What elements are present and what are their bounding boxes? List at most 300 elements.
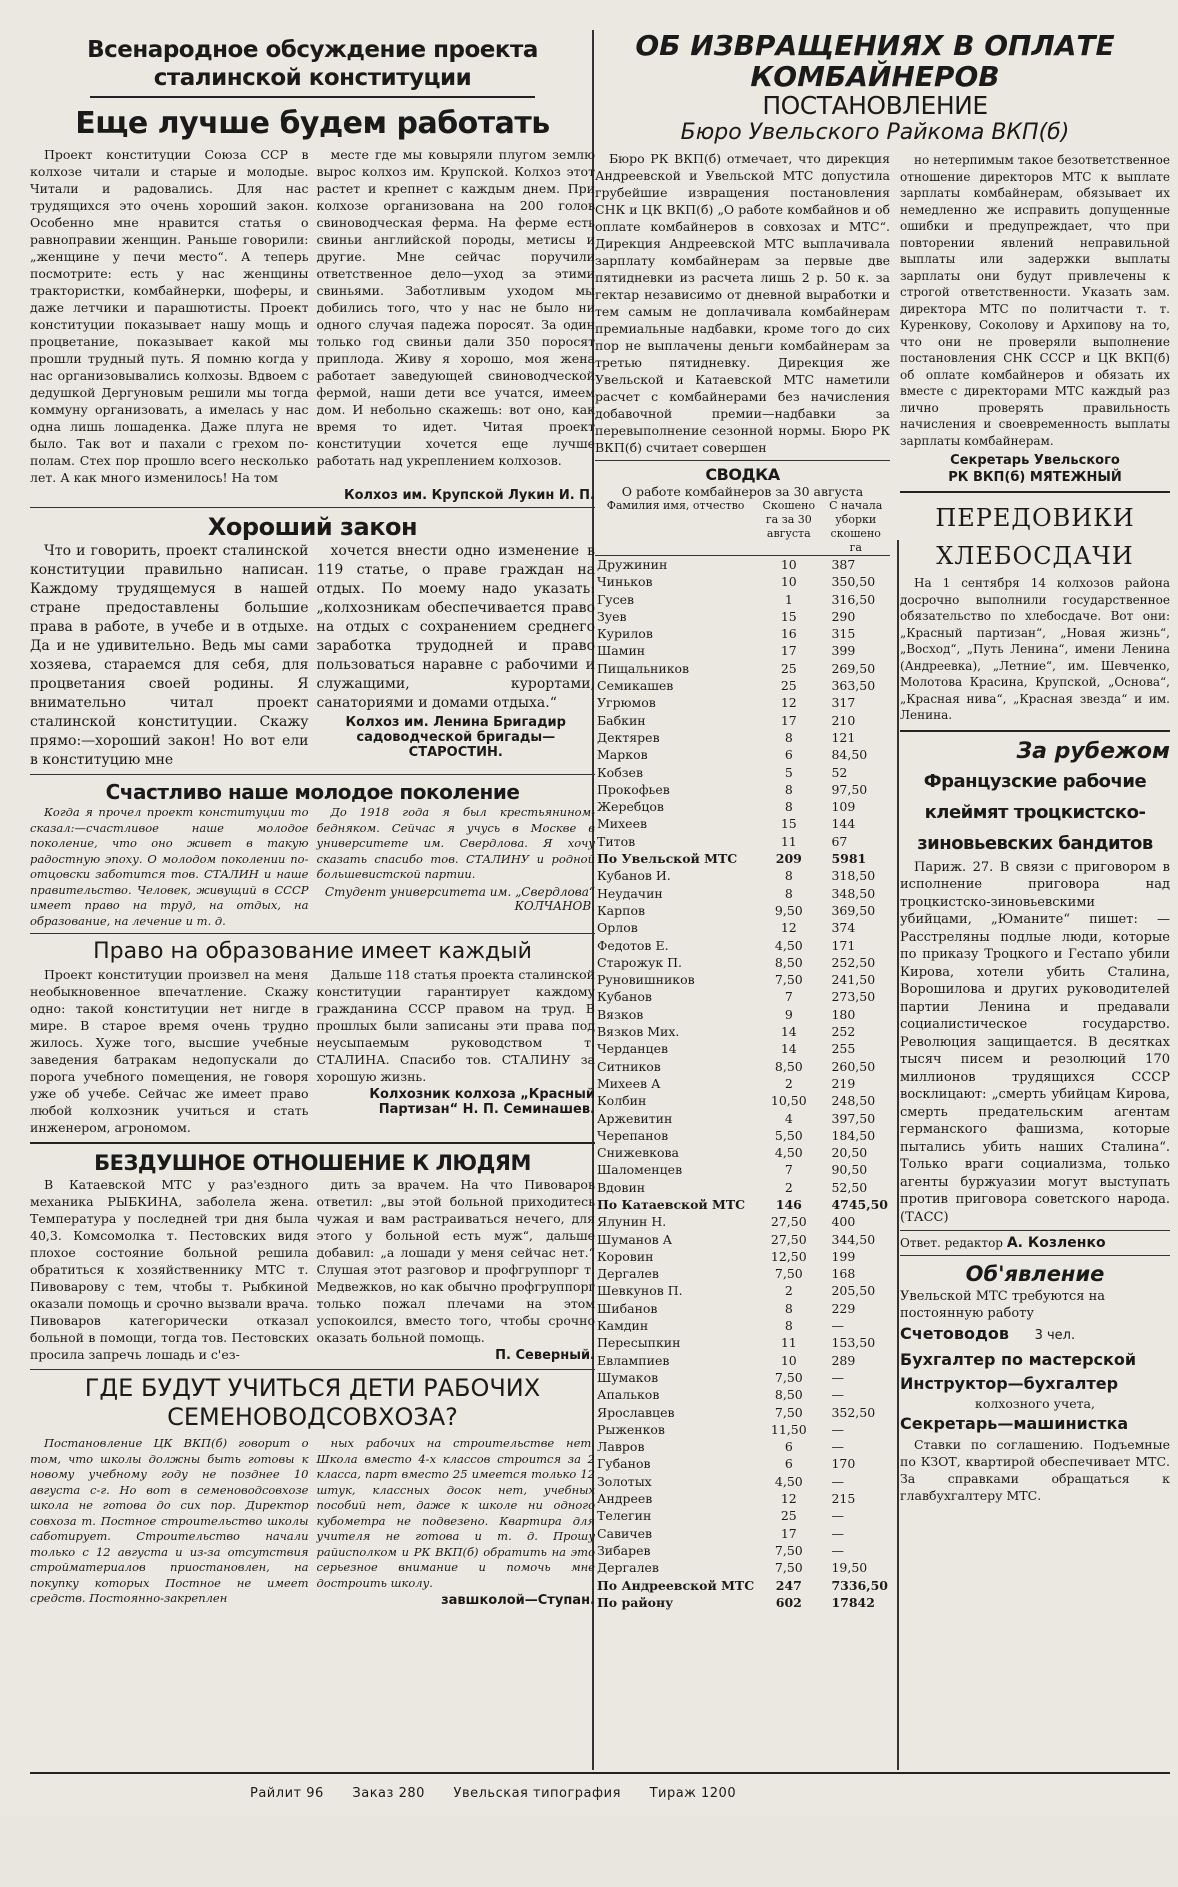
table-row xyxy=(595,1265,890,1282)
table-cell-total: 241,50 xyxy=(831,972,876,988)
table-cell-total: 20,50 xyxy=(831,1145,868,1161)
article-text: дить за врачем. На что Пивоваров ответил: „вы этой больной приходитесь чужая и вам растраиваться нечего, для этого у больной есть муж“, дальше добавил: „а лошади у меня сейчас нет.“ Слушая этот разговор и профгруппорг т. Медвежков, но как обычно профгруппорг только пожал плечами на этом успокоился, вместо того, чтобы срочно оказать больной помощь. xyxy=(316,1177,595,1345)
table-cell-total: 19,50 xyxy=(831,1560,868,1576)
ad-line: Секретарь—машинистка xyxy=(900,1414,1129,1433)
article-title: Хороший закон xyxy=(207,513,418,541)
table-row xyxy=(595,1369,890,1386)
imprint-printing-house: Увельская типография xyxy=(453,1786,621,1801)
article-text: В Катаевской МТС у раз'ездного механика РЫБКИНА, заболела жена. Температура у последней три дня была 40,3. Комсомолка т. Пестовских видя плохое состояние больной решила обратиться к хозяйственнику МТС т. Пивоварову с тем, чтобы т. Рыбкиной оказали помощь и срочно вызвали врача. Пивоваров категорически отказал больной в помощи, тогда тов. Пестовских просила запречь лошадь и с'ез- xyxy=(30,1177,309,1362)
resolution-text: Бюро РК ВКП(б) отмечает, что дирекция Андреевской и Увельской МТС допустила грубейшие извращения постановления СНК и ЦК ВКП(б) „О работе комбайнов и об оплате комбайнеров в совхозах и МТС“. Дирекция Андреевской МТС выплачивала зарплату комбайнерам за первые две пятидневки из расчета лишь 2 р. 50 к. за гектар независимо от дневной выработки и тем самым не доплачивала комбайнерам премиальные надбавки, кроме того до сих пор не выплачены деньги комбайнерам за третью пятидневку. Дирекция же Увельской и Катаевской МТС наметили расчет с комбайнерами без начисления добавочной премии—надбавки за перевыполнение сезонной нормы. Бюро РК ВКП(б) считает совершен xyxy=(595,151,890,455)
table-row xyxy=(595,1110,890,1127)
table-cell-total: — xyxy=(831,1525,844,1541)
table-cell-total: 17842 xyxy=(831,1594,875,1610)
article-signature: Колхоз им. Ленина Бригадир садоводческой бригады—СТАРОСТИН. xyxy=(345,715,566,760)
table-cell-name: Снижевкова xyxy=(597,1145,679,1161)
table-row xyxy=(595,1040,890,1057)
right-column xyxy=(900,152,1170,1887)
table-cell-name: Дергалев xyxy=(597,1266,659,1282)
table-cell-total: 318,50 xyxy=(831,868,876,884)
table-cell-day: 602 xyxy=(775,1594,802,1610)
table-cell-day: 8 xyxy=(784,868,793,884)
table-cell-day: 15 xyxy=(780,608,797,624)
table-row xyxy=(595,1352,890,1369)
table-cell-name: Кобзев xyxy=(597,764,643,780)
article-signature: Колхозник колхоза „Красный Партизан“ Н. П. Семинашев. xyxy=(369,1087,595,1117)
table-cell-name: Пищальников xyxy=(597,660,690,676)
article-text: Дальше 118 статья проекта сталинской конституции гарантирует каждому гражданина СССР правом на труд. В прошлых были записаны эти права под неусыпаемым руководством т. СТАЛИНА. Спасибо тов. СТАЛИНУ за хорошую жизнь. xyxy=(316,967,595,1084)
table-row xyxy=(595,850,890,867)
table-cell-day: 8 xyxy=(784,1318,793,1334)
table-row xyxy=(595,1231,890,1248)
table-row xyxy=(595,971,890,988)
table-header: С начала уборки скошено га xyxy=(821,499,890,556)
table-cell-day: 15 xyxy=(780,816,797,832)
left-column xyxy=(30,30,595,1765)
article-text: Когда я прочел проект конституции то сказал:—счастливое наше молодое поколение, что оно живет в такую радостную эпоху. О молодом поколении по-отцовски заботится тов. СТАЛИН и наше правительство. Человек, живущий в СССР имеет право на труд, на отдых, на образование, на лечение и т. д. xyxy=(30,805,309,928)
table-cell-name: Семикашев xyxy=(597,678,674,694)
table-cell-total: 52,50 xyxy=(831,1179,868,1195)
editor-label: Ответ. редактор xyxy=(900,1236,1003,1250)
table-cell-name: Дергалев xyxy=(597,1560,659,1576)
table-cell-day: 8 xyxy=(784,729,793,745)
table-row xyxy=(595,1559,890,1576)
table-cell-name: Лавров xyxy=(597,1439,645,1455)
article-title: Право на образование имеет каждый xyxy=(93,939,532,964)
table-cell-total: 344,50 xyxy=(831,1231,876,1247)
table-cell-name: Кубанов xyxy=(597,989,652,1005)
table-cell-day: 8 xyxy=(784,1300,793,1316)
table-row xyxy=(595,556,890,574)
table-cell-name: Курилов xyxy=(597,626,653,642)
table-cell-name: Колбин xyxy=(597,1093,647,1109)
table-cell-total: — xyxy=(831,1508,844,1524)
abroad-header: За рубежом xyxy=(1016,738,1170,764)
table-cell-name: Марков xyxy=(597,747,648,763)
table-row xyxy=(595,1300,890,1317)
svodka-subtitle: О работе комбайнеров за 30 августа xyxy=(621,484,864,499)
table-cell-name: Михеев А xyxy=(597,1075,661,1091)
table-cell-total: 387 xyxy=(831,557,856,572)
table-cell-total: 153,50 xyxy=(831,1335,876,1351)
table-cell-name: Черепанов xyxy=(597,1127,669,1143)
table-cell-day: 7,50 xyxy=(774,1542,803,1558)
table-cell-day: 25 xyxy=(780,1508,797,1524)
table-cell-day: 27,50 xyxy=(770,1214,807,1230)
table-row xyxy=(595,1144,890,1161)
table-cell-total: 363,50 xyxy=(831,678,876,694)
table-row xyxy=(595,988,890,1005)
table-cell-day: 10,50 xyxy=(770,1093,807,1109)
table-cell-name: Чиньков xyxy=(597,574,653,590)
resolution-continuation: но нетерпимым такое безответственное отношение директоров МТС к выплате зарплаты комбайнерам, обязывает их немедленно же исправить допущенные ошибки и предупреждает, что при повторении явлений неправильной выплаты или задержки выплаты зарплаты они будут привлечены к строгой ответственности. Указать зам. директора МТС по политчасти т. т. Куренкову, Соколову и Архипову на то, что они не проверяли выполнение постановления СНК СССР и ЦК ВКП(б) об оплате комбайнеров и обязать их вместе с директорами МТС каждый раз лично проверять правильность начисления и своевременность выплаты зарплаты комбайнерам. xyxy=(900,153,1170,448)
table-cell-day: 5,50 xyxy=(774,1127,803,1143)
table-cell-day: 11 xyxy=(780,1335,797,1351)
table-cell-day: 11 xyxy=(780,833,797,849)
french-workers-text: Париж. 27. В связи с приговором в исполнение приговора над троцкистско-зиновьевскими убийцами, „Юманите“ пишет: —Расстреляны подлые люди, которые по приказу Троцкого и Гестапо убили Кирова, хотели убить Сталина, Ворошилова и других руководителей партии Ленина и предавали социалистическое государство. Революция защищается. В десятках тысяч писем и резолюций 170 миллионов трудящихся СССР восклицают: „смерть убийцам Кирова, смерть предательским агентам германского фашизма, которые пытались убить наших Сталина“. Только враги социализма, только агенты буржуазии могут выступать против приговора советского народа. (ТАСС) xyxy=(900,859,1170,1225)
table-cell-total: 316,50 xyxy=(831,591,876,607)
svodka-title: СВОДКА xyxy=(705,465,780,484)
resolution-title: ОБ ИЗВРАЩЕНИЯХ В ОПЛАТЕ КОМБАЙНЕРОВ xyxy=(635,30,1115,93)
table-row xyxy=(595,1248,890,1265)
table-cell-name: Зибарев xyxy=(597,1542,651,1558)
table-cell-day: 4 xyxy=(784,1110,793,1126)
table-row xyxy=(595,1334,890,1351)
table-cell-total: 4745,50 xyxy=(831,1196,888,1212)
ad-line: Увельской МТС требуются на постоянную работу xyxy=(900,1289,1106,1321)
table-cell-day: 25 xyxy=(780,678,797,694)
table-cell-day: 8 xyxy=(784,885,793,901)
table-cell-day: 12 xyxy=(780,1491,797,1507)
table-cell-total: 229 xyxy=(831,1300,856,1316)
table-cell-total: 252 xyxy=(831,1024,856,1040)
table-cell-name: Михеев xyxy=(597,816,648,832)
table-cell-total: 374 xyxy=(831,920,856,936)
svodka-table xyxy=(595,499,890,1611)
table-cell-day: 16 xyxy=(780,626,797,642)
table-cell-name: Ялунин Н. xyxy=(597,1214,667,1230)
table-cell-day: 17 xyxy=(780,712,797,728)
table-cell-day: 7,50 xyxy=(774,1560,803,1576)
table-cell-day: 12 xyxy=(780,695,797,711)
table-cell-total: 369,50 xyxy=(831,902,876,918)
secretary-signature-line2: РК ВКП(б) МЯТЕЖНЫЙ xyxy=(948,470,1122,485)
article-signature: Колхоз им. Крупской Лукин И. П. xyxy=(343,488,595,503)
table-cell-total: 289 xyxy=(831,1352,856,1368)
article-title: Еще лучше будем работать xyxy=(75,106,550,141)
ad-text: Ставки по соглашению. Подъемные по КЗОТ, квартирой обеспечивает МТС. За справками обращаться к главбухгалтеру МТС. xyxy=(900,1437,1170,1503)
table-cell-name: Черданцев xyxy=(597,1041,669,1057)
table-row xyxy=(595,573,890,590)
table-cell-day: 11,50 xyxy=(770,1421,807,1437)
table-cell-name: Ситников xyxy=(597,1058,661,1074)
table-cell-total: 180 xyxy=(831,1006,856,1022)
table-cell-total: 273,50 xyxy=(831,989,876,1005)
table-row xyxy=(595,694,890,711)
table-cell-name: Рыженков xyxy=(597,1421,665,1437)
article-text: хочется внести одно изменение в 119 статье, о праве граждан на отдых. По моему надо указать: „колхозникам обеспечивается право на отдых с сохранением среднего заработка трудодней и право пользоваться наравне с рабочими и служащими, курортами, санаториями и домами отдыха.“ xyxy=(316,543,595,711)
table-row xyxy=(595,1058,890,1075)
table-cell-name: Пересыпкин xyxy=(597,1335,681,1351)
table-row xyxy=(595,1455,890,1472)
leaders-text: На 1 сентября 14 колхозов района досрочно выполнили государственное обязательство по хлебосдаче. Вот они: „Красный партизан“, „Новая жизнь“, „Восход“, „Путь Ленина“, имени Ленина (Андреевка), „Летние“, им. Шевченко, Молотова Красина, Крупской, „Основа“, „Красная нива“, „Красная звезда“ и им. Ленина. xyxy=(900,576,1170,722)
table-cell-name: Дружинин xyxy=(597,557,668,572)
table-cell-name: Орлов xyxy=(597,920,638,936)
table-cell-name: Карпов xyxy=(597,902,646,918)
table-cell-name: Шибанов xyxy=(597,1300,658,1316)
table-cell-day: 17 xyxy=(780,643,797,659)
table-cell-name: Губанов xyxy=(597,1456,651,1472)
table-cell-day: 7,50 xyxy=(774,1266,803,1282)
article-text: Что и говорить, проект сталинской конституции правильно написан. Каждому трудящемуся в нашей стране предоставлены большие права в работе, в учебе и в отдыхе. Да и не удивительно. Ведь мы сами хозяева, стараемся для себя, для процветания своей родины. Я внимательно читал проект сталинской конституции. Скажу прямо:—хороший закон! Но вот ели в конституцию мне xyxy=(30,543,309,768)
table-cell-total: 109 xyxy=(831,799,856,815)
ad-line: Бухгалтер по мастерской xyxy=(900,1350,1137,1369)
table-row xyxy=(595,1386,890,1403)
table-cell-name: Шумаков xyxy=(597,1369,659,1385)
table-cell-total: — xyxy=(831,1318,844,1334)
table-row xyxy=(595,1490,890,1507)
table-cell-day: 10 xyxy=(780,574,797,590)
table-cell-name: Шамин xyxy=(597,643,646,659)
table-cell-day: 6 xyxy=(784,747,793,763)
table-cell-name: Золотых xyxy=(597,1473,652,1489)
table-row xyxy=(595,729,890,746)
table-cell-total: 168 xyxy=(831,1266,856,1282)
table-row xyxy=(595,1404,890,1421)
article-heartless xyxy=(30,1150,595,1365)
table-cell-name: Апальков xyxy=(597,1387,660,1403)
table-row xyxy=(595,815,890,832)
table-cell-day: 9 xyxy=(784,1006,793,1022)
table-cell-name: По Катаевской МТС xyxy=(597,1196,746,1212)
table-cell-total: 90,50 xyxy=(831,1162,868,1178)
table-cell-total: — xyxy=(831,1473,844,1489)
table-cell-name: Бабкин xyxy=(597,712,646,728)
article-good-law xyxy=(30,512,595,770)
table-row xyxy=(595,1179,890,1196)
table-row xyxy=(595,660,890,677)
table-cell-day: 10 xyxy=(780,557,797,572)
table-cell-total: 199 xyxy=(831,1248,856,1264)
resolution-subtitle: ПОСТАНОВЛЕНИЕ xyxy=(762,91,988,120)
table-cell-total: 400 xyxy=(831,1214,856,1230)
article-better-work xyxy=(30,106,595,503)
table-cell-name: Гусев xyxy=(597,591,635,607)
table-cell-total: — xyxy=(831,1387,844,1403)
table-cell-name: Аржевитин xyxy=(597,1110,673,1126)
table-cell-total: 205,50 xyxy=(831,1283,876,1299)
article-school xyxy=(30,1374,595,1610)
table-cell-day: 8,50 xyxy=(774,954,803,970)
table-cell-total: 399 xyxy=(831,643,856,659)
table-row xyxy=(595,591,890,608)
ad-line: Счетоводов xyxy=(900,1324,1009,1343)
table-cell-day: 7,50 xyxy=(774,972,803,988)
table-row xyxy=(595,1525,890,1542)
table-cell-total: 144 xyxy=(831,816,856,832)
table-cell-day: 6 xyxy=(784,1439,793,1455)
table-cell-day: 209 xyxy=(775,851,802,867)
table-cell-total: 290 xyxy=(831,608,856,624)
table-row xyxy=(595,625,890,642)
table-cell-total: 315 xyxy=(831,626,856,642)
table-cell-name: Руновишников xyxy=(597,972,695,988)
article-signature: П. Северный. xyxy=(495,1348,595,1363)
table-cell-day: 6 xyxy=(784,1456,793,1472)
table-cell-day: 27,50 xyxy=(770,1231,807,1247)
table-row xyxy=(595,867,890,884)
table-row xyxy=(595,1127,890,1144)
ad-title: Об'явление xyxy=(965,1262,1105,1286)
table-row xyxy=(595,1438,890,1455)
table-cell-day: 7,50 xyxy=(774,1404,803,1420)
table-row xyxy=(595,798,890,815)
table-cell-total: 170 xyxy=(831,1456,856,1472)
table-cell-name: По Увельской МТС xyxy=(597,851,738,867)
table-cell-day: 4,50 xyxy=(774,937,803,953)
article-young-generation xyxy=(30,779,595,929)
resolution-bureau: Бюро Увельского Райкома ВКП(б) xyxy=(680,120,1070,145)
table-cell-day: 2 xyxy=(784,1075,793,1091)
article-text: Постановление ЦК ВКП(б) говорит о том, что школы должны быть готовы к новому учебному году не позднее 10 августа с-г. Но вот в семеноводсовхозе школа не готова до сих пор. Директор совхоза т. Постное строительство школы саботирует. Строительство начали только с 12 августа и из-за отсутствия стройматериалов приостановлен, на покупку которых Постное не имеет средств. Постоянно-закреплен xyxy=(30,1436,309,1605)
table-cell-name: Зуев xyxy=(597,608,627,624)
table-cell-total: — xyxy=(831,1369,844,1385)
table-cell-name: Шаломенцев xyxy=(597,1162,683,1178)
table-row xyxy=(595,1282,890,1299)
table-cell-name: Вязков xyxy=(597,1006,644,1022)
table-cell-total: 252,50 xyxy=(831,954,876,970)
table-cell-day: 10 xyxy=(780,1352,797,1368)
table-cell-day: 12 xyxy=(780,920,797,936)
imprint-circulation: Тираж 1200 xyxy=(649,1786,737,1801)
table-cell-total: 171 xyxy=(831,937,856,953)
table-row xyxy=(595,954,890,971)
table-cell-name: Вязков Мих. xyxy=(597,1024,680,1040)
table-row xyxy=(595,1317,890,1334)
table-cell-total: 184,50 xyxy=(831,1127,876,1143)
article-text: Проект конституции произвел на меня необыкновенное впечатление. Скажу одно: такой конституции нет нигде в мире. В старое время очень трудно жилось. Хуже того, высшие учебные заведения батракам недопускали до порога учебного помещения, не говоря уже об учебе. Сейчас же имеет право любой колхозник учиться и стать инженером, агрономом. xyxy=(30,967,309,1135)
article-text: Проект конституции Союза ССР в колхозе читали и старые и молодые. Читали и радовались. Для нас трудящихся это очень хороший закон. Особенно мне нравится статья о равноправии женщин. Раньше говорили: „женщине у печи место“. А теперь посмотрите: есть у нас женщины трактористки, комбайнерки, шоферы, и даже летчики и парашютисты. Проект конституции показывает нашу мощь и процветание, показывает какой мы прошли трудный путь. Я помню когда у нас организовывались колхозы. Вдвоем с дедушкой Дергуновым решили мы тогда коммуну организовать, а имелась у нас одна лишь лошаденка. Даже плуга не было. Так вот и пахали с грехом по-полам. Стех пор прошло всего несколько лет. А как много изменилось! На том xyxy=(30,147,309,485)
table-row xyxy=(595,781,890,798)
table-cell-total: 350,50 xyxy=(831,574,876,590)
table-cell-name: Шуманов А xyxy=(597,1231,673,1247)
article-title: ГДЕ БУДУТ УЧИТЬСЯ ДЕТИ РАБОЧИХ СЕМЕНОВОДСОВХОЗА? xyxy=(84,1374,541,1431)
french-workers-title: Французские рабочие клеймят троцкистско-зиновьевских бандитов xyxy=(917,770,1153,854)
table-cell-name: Титов xyxy=(597,833,636,849)
table-cell-name: Ярославцев xyxy=(597,1404,675,1420)
ad-line: Инструктор—бухгалтер xyxy=(900,1374,1119,1393)
table-cell-day: 9,50 xyxy=(774,902,803,918)
table-cell-total: — xyxy=(831,1421,844,1437)
table-cell-total: 260,50 xyxy=(831,1058,876,1074)
article-signature: завшколой—Ступан. xyxy=(441,1593,595,1608)
table-cell-name: Савичев xyxy=(597,1525,653,1541)
table-row xyxy=(595,1196,890,1213)
table-row xyxy=(595,677,890,694)
article-title: БЕЗДУШНОЕ ОТНОШЕНИЕ К ЛЮДЯМ xyxy=(94,1151,531,1175)
article-signature: Студент университета им. „Свердлова“ КОЛЧАНОВ. xyxy=(324,884,595,913)
table-cell-name: Камдин xyxy=(597,1318,649,1334)
table-row xyxy=(595,1542,890,1559)
table-cell-total: 84,50 xyxy=(831,747,868,763)
table-cell-total: 5981 xyxy=(831,851,867,867)
table-row xyxy=(595,1473,890,1490)
table-cell-name: Шевкунов П. xyxy=(597,1283,683,1299)
table-cell-day: 8,50 xyxy=(774,1387,803,1403)
table-row xyxy=(595,1213,890,1230)
editor-name: А. Козленко xyxy=(1006,1235,1106,1251)
table-header: Фамилия имя, отчество xyxy=(595,499,756,556)
table-cell-day: 8 xyxy=(784,781,793,797)
table-cell-total: 215 xyxy=(831,1491,856,1507)
table-row xyxy=(595,885,890,902)
table-cell-total: 317 xyxy=(831,695,856,711)
table-cell-total: 352,50 xyxy=(831,1404,876,1420)
table-row xyxy=(595,1023,890,1040)
table-cell-day: 1 xyxy=(784,591,793,607)
leaders-title: ПЕРЕДОВИКИ ХЛЕБОСДАЧИ xyxy=(935,504,1135,570)
table-row xyxy=(595,608,890,625)
table-row xyxy=(595,746,890,763)
table-cell-total: 67 xyxy=(831,833,848,849)
table-row xyxy=(595,1577,890,1594)
table-row xyxy=(595,1507,890,1524)
table-cell-total: 7336,50 xyxy=(831,1577,888,1593)
table-cell-day: 14 xyxy=(780,1041,797,1057)
article-text: ных рабочих на строительстве нет. Школа вместо 4-х классов строится за 2 класса, парт вместо 25 имеется только 12 штук, классных досок нет, учебных пособий нет, даже к школе ни одного кубометра не подвезено. Квартира для учителя не готова и т. д. Прошу райисполком и РК ВКП(б) обратить на это серьезное внимание и помочь мне достроить школу. xyxy=(316,1436,595,1590)
table-row xyxy=(595,1092,890,1109)
table-cell-day: 12,50 xyxy=(770,1248,807,1264)
table-cell-total: — xyxy=(831,1542,844,1558)
article-title: Счастливо наше молодое поколение xyxy=(105,780,520,804)
ad-line: колхозного учета, xyxy=(975,1396,1095,1411)
table-row xyxy=(595,712,890,729)
table-cell-day: 7 xyxy=(784,989,793,1005)
table-cell-name: Кубанов И. xyxy=(597,868,671,884)
table-row xyxy=(595,764,890,781)
table-cell-total: 255 xyxy=(831,1041,856,1057)
table-cell-day: 4,50 xyxy=(774,1145,803,1161)
table-header: Скошено га за 30 августа xyxy=(756,499,821,556)
table-cell-day: 5 xyxy=(784,764,793,780)
table-cell-name: Коровин xyxy=(597,1248,654,1264)
table-cell-total: 121 xyxy=(831,729,856,745)
article-text: До 1918 года я был крестьянином-бедняком. Сейчас я учусь в Москве в университете им. Свердлова. Я хочу сказать спасибо тов. СТАЛИНУ и родной большевистской партии. xyxy=(316,805,595,881)
table-cell-name: Евлампиев xyxy=(597,1352,670,1368)
table-cell-day: 7 xyxy=(784,1162,793,1178)
table-cell-total: — xyxy=(831,1439,844,1455)
table-cell-name: Дектярев xyxy=(597,729,660,745)
table-row xyxy=(595,1161,890,1178)
table-cell-name: Вдовин xyxy=(597,1179,646,1195)
article-text: месте где мы ковыряли плугом землю вырос колхоз им. Крупской. Колхоз этот растет и крепнет с каждым днем. При колхозе организована на 200 голов свиноводческая ферма. На ферме есть свиньи английской породы, метисы и другие. Мне сейчас поручили ответственное дело—уход за этими свиньями. Заботливым уходом мы добились того, что у нас не было ни одного случая падежа поросят. За один только год свиньи дали 350 поросят приплода. Живу я хорошо, моя жена работает заведующей свиноводческой фермой, наши дети все учатся, имеем дом. И небольно скажешь: вот оно, как время то идет. Читая проект конституции хочется еще лучше работать над укреплением колхозов. xyxy=(316,147,595,468)
table-row xyxy=(595,937,890,954)
table-cell-total: 97,50 xyxy=(831,781,868,797)
table-cell-day: 8 xyxy=(784,799,793,815)
secretary-signature-line1: Секретарь Увельского xyxy=(950,453,1120,468)
table-cell-day: 2 xyxy=(784,1179,793,1195)
table-cell-day: 247 xyxy=(775,1577,802,1593)
table-cell-name: Неудачин xyxy=(597,885,663,901)
table-cell-total: 269,50 xyxy=(831,660,876,676)
table-cell-total: 210 xyxy=(831,712,856,728)
table-cell-day: 25 xyxy=(780,660,797,676)
table-row xyxy=(595,1075,890,1092)
table-cell-total: 248,50 xyxy=(831,1093,876,1109)
table-cell-total: 348,50 xyxy=(831,885,876,901)
table-cell-name: Прокофьев xyxy=(597,781,670,797)
table-cell-total: 219 xyxy=(831,1075,856,1091)
table-cell-name: Жеребцов xyxy=(597,799,664,815)
table-cell-name: Федотов Е. xyxy=(597,937,669,953)
table-row xyxy=(595,919,890,936)
table-cell-day: 17 xyxy=(780,1525,797,1541)
article-right-to-education xyxy=(30,938,595,1136)
ad-line: 3 чел. xyxy=(1034,1328,1076,1343)
table-cell-name: Угрюмов xyxy=(597,695,656,711)
imprint-raylit: Райлит 96 xyxy=(250,1786,324,1801)
table-cell-total: 52 xyxy=(831,764,848,780)
table-cell-day: 8,50 xyxy=(774,1058,803,1074)
imprint-order: Заказ 280 xyxy=(352,1786,425,1801)
imprint-footer xyxy=(250,1786,950,1801)
table-cell-name: Телегин xyxy=(597,1508,652,1524)
table-row xyxy=(595,642,890,659)
table-cell-name: По Андреевской МТС xyxy=(597,1577,755,1593)
table-row xyxy=(595,902,890,919)
table-cell-day: 146 xyxy=(775,1196,802,1212)
table-cell-day: 7,50 xyxy=(774,1369,803,1385)
table-cell-day: 4,50 xyxy=(774,1473,803,1489)
